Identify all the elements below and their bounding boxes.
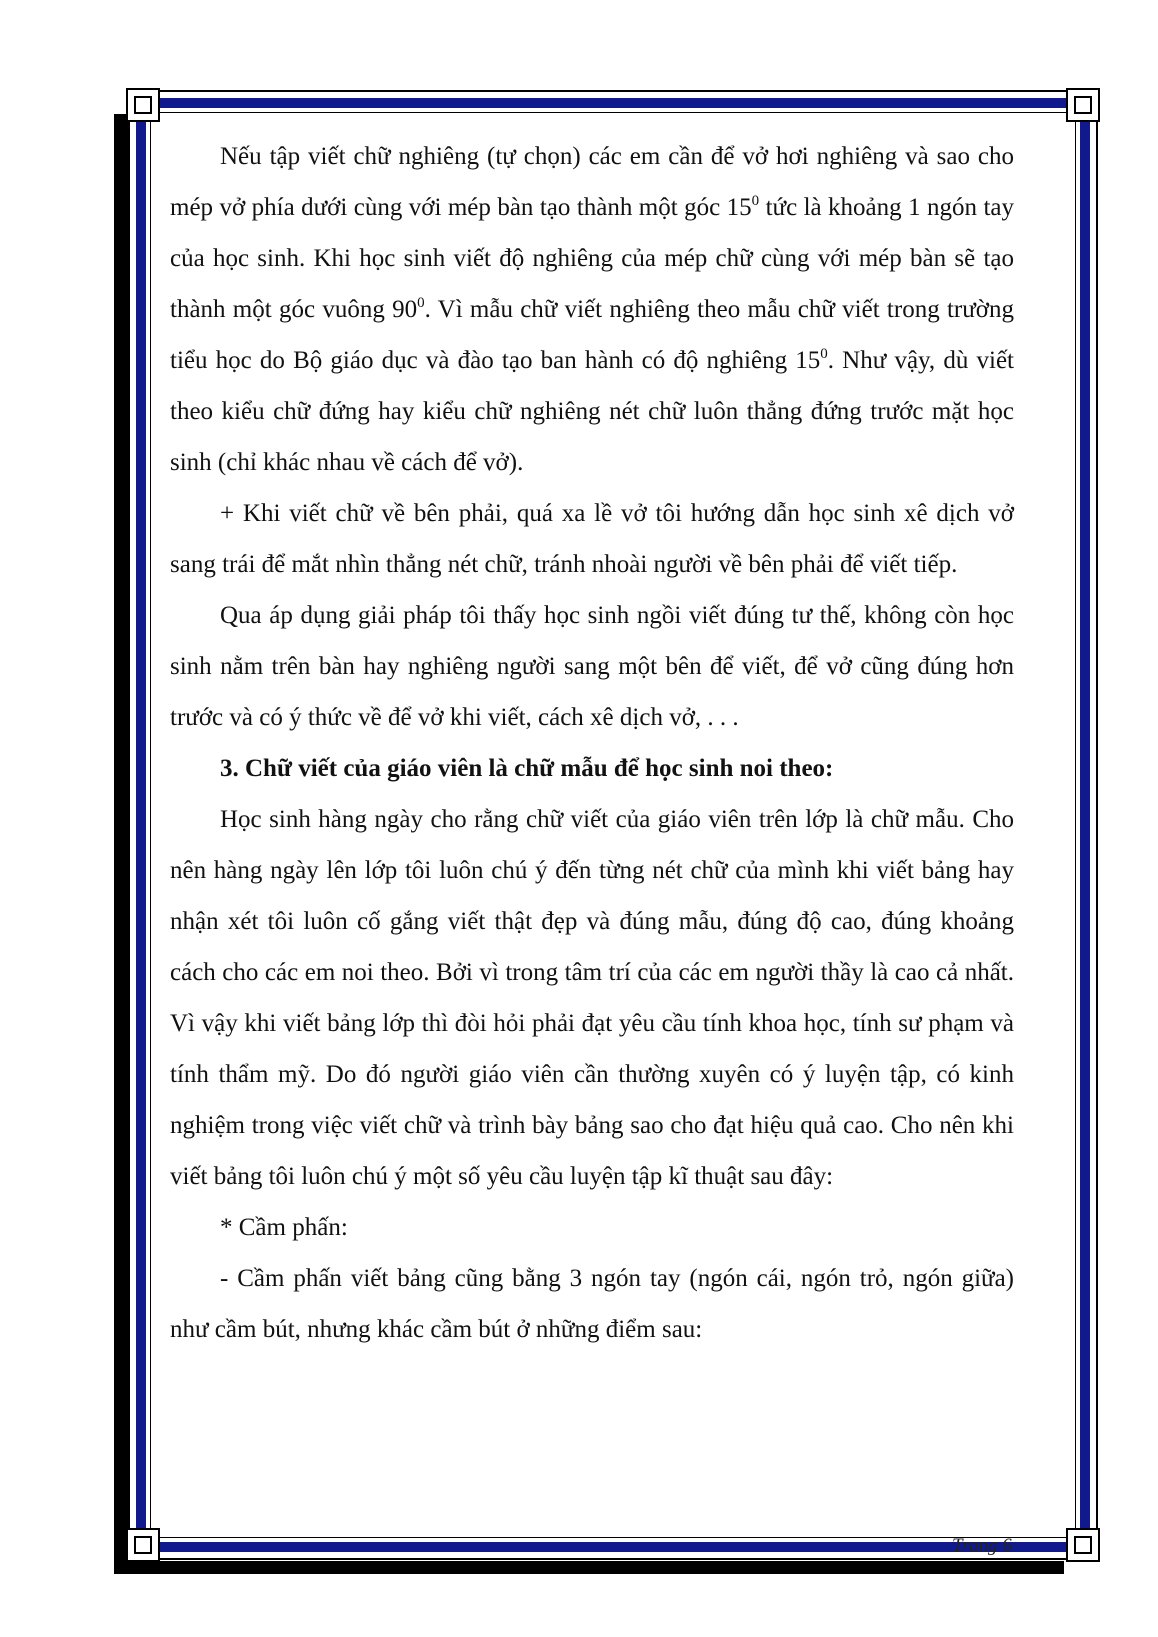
paragraph-result: Qua áp dụng giải pháp tôi thấy học sinh ngồi viết đúng tư thế, không còn học sinh nằm trên bàn hay nghiêng người sang một bên để viết, để vở cũng đúng hơn trước và có ý thức về để vở khi viết, cách xê dịch vở, . . . (170, 602, 1014, 731)
corner-ornament-top-left (126, 88, 160, 122)
corner-ornament-bottom-right (1066, 1528, 1100, 1562)
paragraph-teacher-writing: Học sinh hàng ngày cho rằng chữ viết của giáo viên trên lớp là chữ mẫu. Cho nên hàng ngày lên lớp tôi luôn chú ý đến từng nét chữ của mình khi viết bảng hay nhận xét tôi luôn cố gắng viết thật đẹp và đúng mẫu, đúng độ cao, đúng khoảng cách cho các em noi theo. Bởi vì trong tâm trí của các em người thầy là cao cả nhất. Vì vậy khi viết bảng lớp thì đòi hỏi phải đạt yêu cầu tính khoa học, tính sư phạm và tính thẩm mỹ. Do đó người giáo viên cần thường xuyên có ý luyện tập, có kinh nghiệm trong việc viết chữ và trình bày bảng sao cho đạt hiệu quả cao. Cho nên khi viết bảng tôi luôn chú ý một số yêu cầu luyện tập kĩ thuật sau đây: (170, 806, 1014, 1190)
paragraph-shift-notebook: + Khi viết chữ về bên phải, quá xa lề vở tôi hướng dẫn học sinh xê dịch vở sang trái để mắt nhìn thẳng nét chữ, tránh nhoài người về bên phải để viết tiếp. (170, 500, 1014, 578)
corner-ornament-top-right (1066, 88, 1100, 122)
frame-shadow-bottom (114, 1561, 1064, 1574)
document-body (170, 131, 1014, 1355)
corner-ornament-bottom-left (126, 1528, 160, 1562)
section-heading: 3. Chữ viết của giáo viên là chữ mẫu để học sinh noi theo: (220, 755, 834, 782)
paragraph-holding-chalk: - Cầm phấn viết bảng cũng bằng 3 ngón tay (ngón cái, ngón trỏ, ngón giữa) như cầm bút, nhưng khác cầm bút ở những điểm sau: (170, 1265, 1014, 1343)
paragraph-holding-chalk-title: * Cầm phấn: (220, 1214, 348, 1241)
page-number: Trang 6 (952, 1535, 1012, 1556)
frame-shadow-left (114, 114, 128, 1574)
paragraph-slanted-writing: Nếu tập viết chữ nghiêng (tự chọn) các em cần để vở hơi nghiêng và sao cho mép vở phía dưới cùng với mép bàn tạo thành một góc $15^0$ tức là khoảng 1 ngón tay của học sinh. Khi học sinh viết độ nghiêng của mép chữ cùng với mép bàn sẽ tạo thành một góc vuông $90^0$. Vì mẫu chữ viết nghiêng theo mẫu chữ viết trong trường tiểu học do Bộ giáo dục và đào tạo ban hành có độ nghiêng $15^0$. Như vậy, dù viết theo kiểu chữ đứng hay kiểu chữ nghiêng nét chữ luôn thẳng đứng trước mặt học sinh (chỉ khác nhau về cách để vở). (170, 143, 1015, 476)
